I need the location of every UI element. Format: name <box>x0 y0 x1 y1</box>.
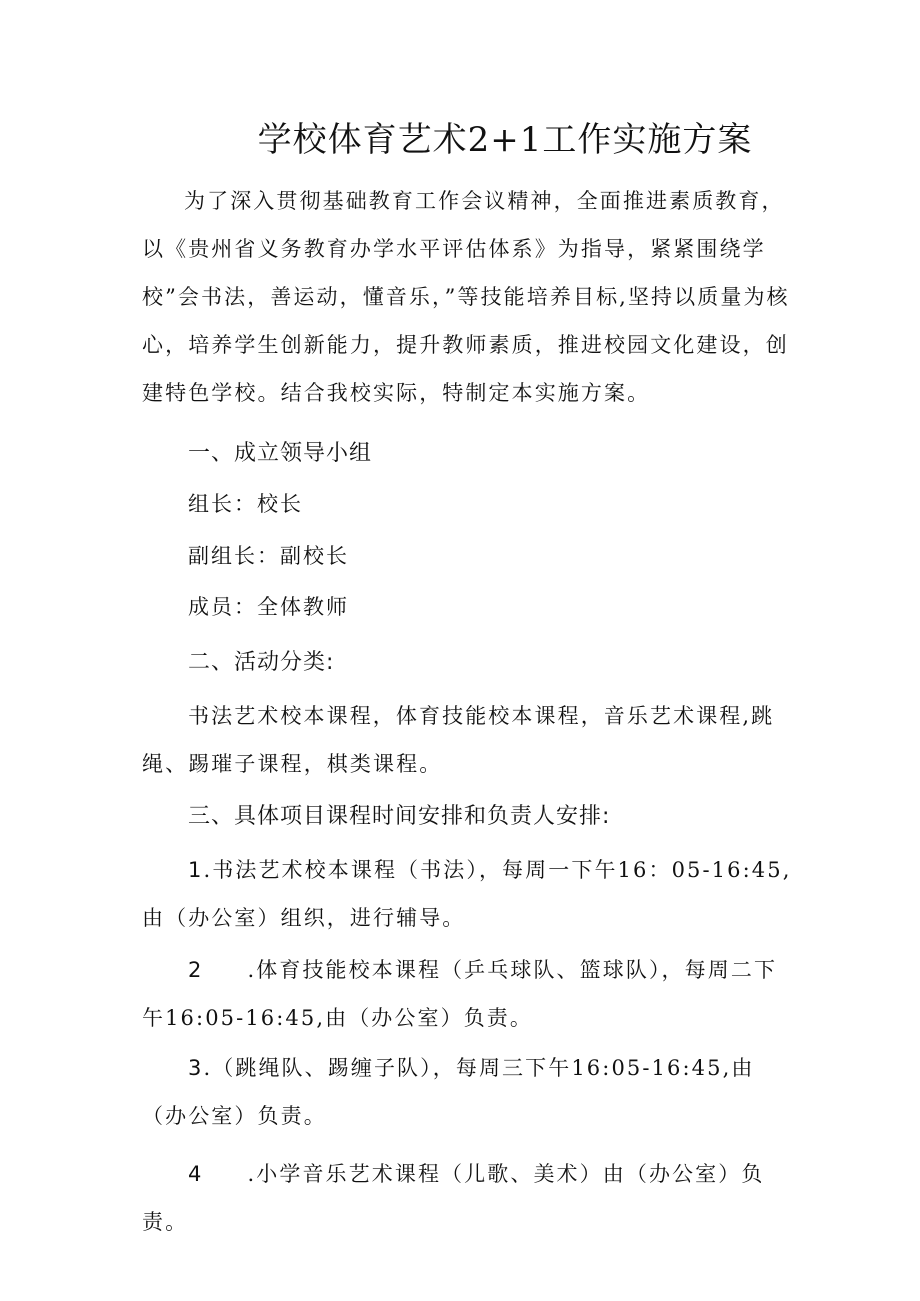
schedule-item-text: .（跳绳队、踢缠子队），每周三下午16:05-16:45,由（办公室）负责。 <box>142 1056 755 1128</box>
schedule-item <box>142 1044 792 1140</box>
schedule-item <box>142 946 792 1042</box>
schedule-item-number: 3 <box>188 1056 204 1080</box>
schedule-item-number: 4 <box>188 1162 204 1186</box>
schedule-item-number: 1 <box>188 858 204 882</box>
document-title: 学校体育艺术2+1工作实施方案 <box>257 120 753 160</box>
section-heading-activities: 二、活动分类: <box>188 650 335 675</box>
deputy-leader-line: 副组长：副校长 <box>188 544 349 568</box>
members-line: 成员：全体教师 <box>188 595 349 619</box>
section-heading-leadership: 一、成立领导小组 <box>188 441 373 466</box>
leader-line: 组长：校长 <box>188 492 303 516</box>
section-heading-schedule: 三、具体项目课程时间安排和负责人安排: <box>188 804 611 829</box>
schedule-item-text: .小学音乐艺术课程（儿歌、美术）由（办公室）负责。 <box>142 1162 765 1234</box>
schedule-item <box>142 846 792 942</box>
schedule-item <box>142 1150 802 1246</box>
schedule-item-text: .体育技能校本课程（乒乓球队、篮球队），每周二下午16:05-16:45,由（办公室）负责。 <box>142 958 778 1030</box>
intro-paragraph: 为了深入贯彻基础教育工作会议精神，全面推进素质教育，以《贵州省义务教育办学水平评估体系》为指导，紧紧围绕学校”会书法，善运动，懂音乐，”等技能培养目标,坚持以质量为核心，培养学生创新能力，提升教师素质，推进校园文化建设，创建特色学校。结合我校实际，特制定本实施方案。 <box>142 189 790 405</box>
schedule-item-number: 2 <box>188 958 204 982</box>
activities-paragraph: 书法艺术校本课程，体育技能校本课程，音乐艺术课程,跳绳、踢璀子课程，棋类课程。 <box>142 704 775 776</box>
schedule-item-text: .书法艺术校本课程（书法），每周一下午16：05-16:45,由（办公室）组织，进行辅导。 <box>142 858 792 930</box>
